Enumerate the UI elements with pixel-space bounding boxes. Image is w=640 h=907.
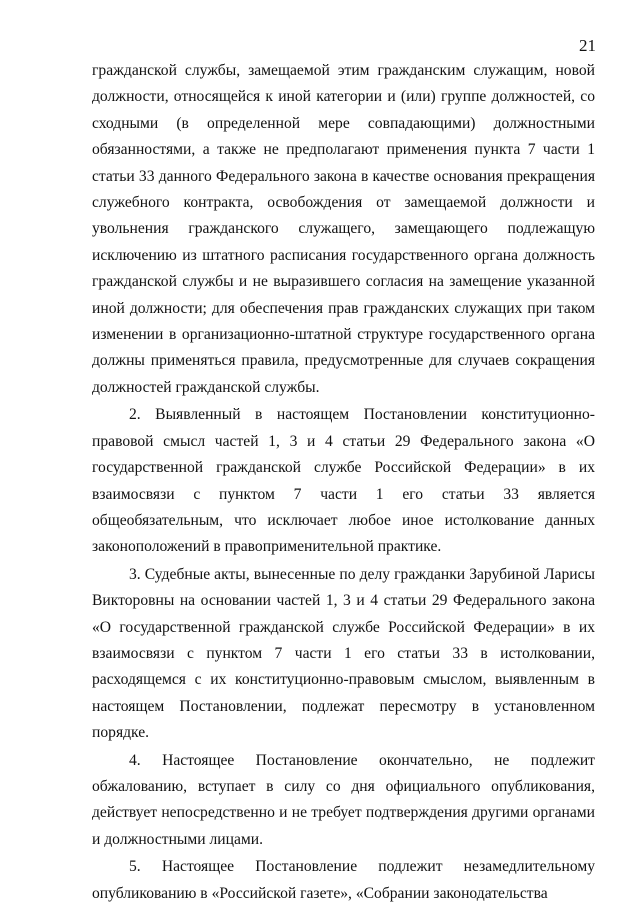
paragraph-continuation: гражданской службы, замещаемой этим гражданским служащим, новой должности, относящейся к иной категории и (или) группе должностей, со сходными (в определенной мере совпадающими) должностными обязанностями, а также не предполагают применения пункта 7 части 1 статьи 33 данного Федерального закона в качестве основания прекращения служебного контракта, освобождения от замещаемой должности и увольнения гражданского служащего, замещающего подлежащую исключению из штатного расписания государственного органа должность гражданской службы и не выразившего согласия на замещение указанной иной должности; для обеспечения прав гражданских служащих при таком изменении в организационно-штатной структуре государственного органа должны применяться правила, предусмотренные для случаев сокращения должностей гражданской службы. [92,62,595,396]
paragraph-item-4: 4. Настоящее Постановление окончательно, не подлежит обжалованию, вступает в силу со дня официального опубликования, действует непосредственно и не требует подтверждения другими органами и должностными лицами. [92,751,595,848]
paragraph-item-3: 3. Судебные акты, вынесенные по делу гражданки Зарубиной Ларисы Викторовны на основании частей 1, 3 и 4 статьи 29 Федерального закона «О государственной гражданской службе Российской Федерации» в их взаимосвязи с пунктом 7 части 1 его статьи 33 в истолковании, расходящемся с их конституционно-правовым смыслом, выявленным в настоящем Постановлении, подлежат пересмотру в установленном порядке. [92,565,595,742]
paragraph-item-2: 2. Выявленный в настоящем Постановлении конституционно-правовой смысл частей 1, 3 и 4 статьи 29 Федерального закона «О государственной гражданской службе Российской Федерации» в их взаимосвязи с пунктом 7 части 1 его статьи 33 является общеобязательным, что исключает любое иное истолкование данных законоположений в правоприменительной практике. [92,406,595,556]
page-number: 21 [579,36,596,55]
document-body [92,58,595,907]
paragraph-item-5: 5. Настоящее Постановление подлежит незамедлительному опубликованию в «Российской газете», «Собрании законодательства [92,858,595,902]
